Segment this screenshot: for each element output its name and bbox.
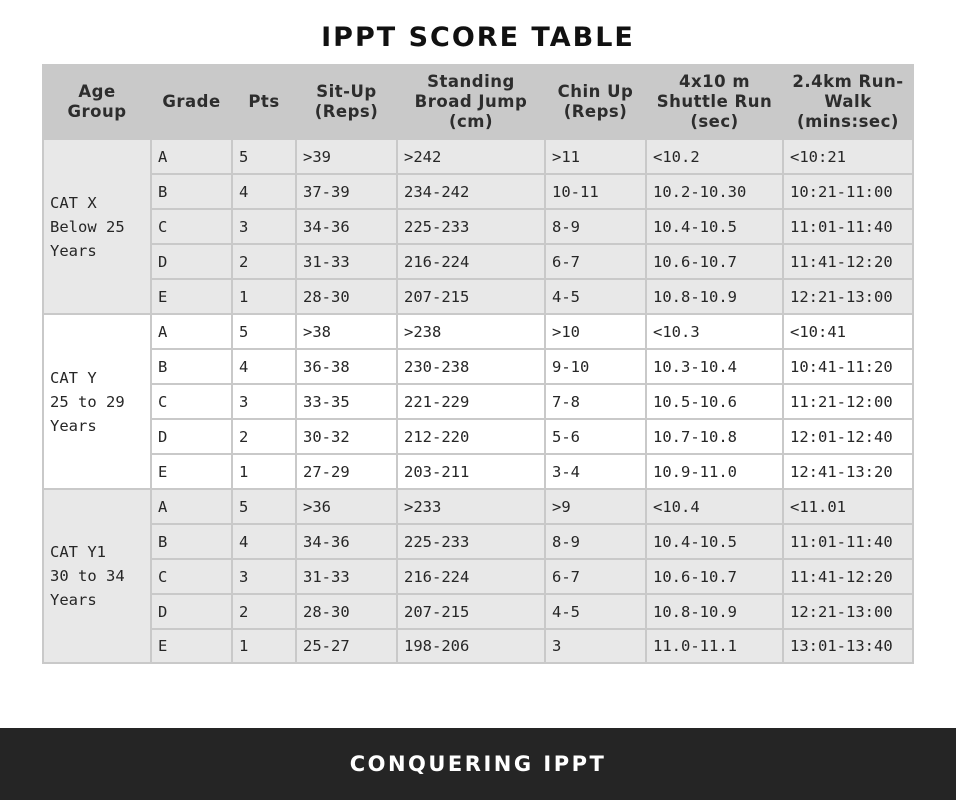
table-row <box>43 524 913 559</box>
table-row <box>43 629 913 663</box>
pts-cell: 2 <box>232 244 296 279</box>
jump-cell: 207-215 <box>397 594 545 629</box>
chin-cell: 4-5 <box>545 594 646 629</box>
jump-cell: 230-238 <box>397 349 545 384</box>
jump-cell: 221-229 <box>397 384 545 419</box>
pts-cell: 3 <box>232 384 296 419</box>
table-row <box>43 419 913 454</box>
jump-cell: 216-224 <box>397 244 545 279</box>
run-cell: 10:41-11:20 <box>783 349 913 384</box>
chin-cell: 7-8 <box>545 384 646 419</box>
chin-cell: 8-9 <box>545 524 646 559</box>
chin-cell: >9 <box>545 489 646 524</box>
pts-cell: 3 <box>232 209 296 244</box>
run-cell: 13:01-13:40 <box>783 629 913 663</box>
shuttle-cell: <10.2 <box>646 139 783 174</box>
pts-cell: 1 <box>232 279 296 314</box>
situp-cell: 37-39 <box>296 174 397 209</box>
shuttle-cell: 10.6-10.7 <box>646 559 783 594</box>
situp-cell: 28-30 <box>296 594 397 629</box>
shuttle-cell: 10.9-11.0 <box>646 454 783 489</box>
chin-cell: 10-11 <box>545 174 646 209</box>
chin-cell: 3 <box>545 629 646 663</box>
pts-cell: 5 <box>232 489 296 524</box>
situp-cell: 25-27 <box>296 629 397 663</box>
chin-cell: 5-6 <box>545 419 646 454</box>
run-cell: 11:21-12:00 <box>783 384 913 419</box>
chin-cell: 6-7 <box>545 559 646 594</box>
jump-cell: 234-242 <box>397 174 545 209</box>
run-cell: 12:21-13:00 <box>783 594 913 629</box>
pts-cell: 4 <box>232 349 296 384</box>
table-row <box>43 279 913 314</box>
pts-cell: 2 <box>232 594 296 629</box>
run-cell: 10:21-11:00 <box>783 174 913 209</box>
grade-cell: C <box>151 209 232 244</box>
run-cell: 11:41-12:20 <box>783 559 913 594</box>
run-cell: 12:01-12:40 <box>783 419 913 454</box>
jump-cell: 225-233 <box>397 524 545 559</box>
age-group-line: CAT Y <box>50 368 97 387</box>
run-cell: 12:41-13:20 <box>783 454 913 489</box>
situp-cell: 36-38 <box>296 349 397 384</box>
chin-cell: 3-4 <box>545 454 646 489</box>
age-group-line: Years <box>50 241 97 260</box>
situp-cell: 31-33 <box>296 244 397 279</box>
situp-cell: 31-33 <box>296 559 397 594</box>
age-group-line: Years <box>50 416 97 435</box>
footer-bar <box>0 728 956 800</box>
footer-title: CONQUERING IPPT <box>349 752 607 776</box>
table-row <box>43 489 913 524</box>
shuttle-cell: 10.5-10.6 <box>646 384 783 419</box>
jump-cell: 198-206 <box>397 629 545 663</box>
age-group-line: 30 to 34 <box>50 567 125 585</box>
situp-cell: >39 <box>296 139 397 174</box>
shuttle-cell: 10.4-10.5 <box>646 209 783 244</box>
situp-cell: 34-36 <box>296 209 397 244</box>
age-group-cell <box>43 139 151 314</box>
grade-cell: B <box>151 174 232 209</box>
grade-cell: E <box>151 629 232 663</box>
shuttle-cell: 10.8-10.9 <box>646 279 783 314</box>
shuttle-cell: 10.7-10.8 <box>646 419 783 454</box>
pts-cell: 2 <box>232 419 296 454</box>
shuttle-cell: <10.4 <box>646 489 783 524</box>
age-group-line: Below 25 <box>50 217 125 236</box>
jump-cell: 203-211 <box>397 454 545 489</box>
shuttle-cell: 10.4-10.5 <box>646 524 783 559</box>
table-row <box>43 384 913 419</box>
jump-cell: 225-233 <box>397 209 545 244</box>
chin-cell: 4-5 <box>545 279 646 314</box>
jump-cell: >238 <box>397 314 545 349</box>
table-row <box>43 139 913 174</box>
table-row <box>43 594 913 629</box>
header-grade: Grade <box>151 65 232 139</box>
situp-cell: >38 <box>296 314 397 349</box>
header-row <box>43 65 913 139</box>
run-cell: <10:21 <box>783 139 913 174</box>
situp-cell: 34-36 <box>296 524 397 559</box>
run-cell: 11:01-11:40 <box>783 209 913 244</box>
header-age-group: Age Group <box>43 65 151 139</box>
grade-cell: E <box>151 454 232 489</box>
shuttle-cell: 10.2-10.30 <box>646 174 783 209</box>
run-cell: <11.01 <box>783 489 913 524</box>
age-group-line: CAT X <box>50 193 97 212</box>
header-pts: Pts <box>232 65 296 139</box>
situp-cell: 27-29 <box>296 454 397 489</box>
table-row <box>43 349 913 384</box>
pts-cell: 5 <box>232 139 296 174</box>
age-group-line: Years <box>50 591 97 609</box>
situp-cell: 30-32 <box>296 419 397 454</box>
header-run-walk: 2.4km Run-Walk (mins:sec) <box>783 65 913 139</box>
run-cell: 11:01-11:40 <box>783 524 913 559</box>
grade-cell: C <box>151 559 232 594</box>
grade-cell: B <box>151 524 232 559</box>
jump-cell: >242 <box>397 139 545 174</box>
run-cell: 12:21-13:00 <box>783 279 913 314</box>
header-chin-up: Chin Up (Reps) <box>545 65 646 139</box>
chin-cell: 6-7 <box>545 244 646 279</box>
run-cell: <10:41 <box>783 314 913 349</box>
table-row <box>43 209 913 244</box>
header-broad-jump: Standing Broad Jump (cm) <box>397 65 545 139</box>
situp-cell: 28-30 <box>296 279 397 314</box>
table-row <box>43 314 913 349</box>
pts-cell: 5 <box>232 314 296 349</box>
pts-cell: 3 <box>232 559 296 594</box>
grade-cell: D <box>151 594 232 629</box>
header-situp: Sit-Up (Reps) <box>296 65 397 139</box>
grade-cell: B <box>151 349 232 384</box>
chin-cell: 9-10 <box>545 349 646 384</box>
chin-cell: >10 <box>545 314 646 349</box>
table-row <box>43 454 913 489</box>
grade-cell: A <box>151 489 232 524</box>
chin-cell: >11 <box>545 139 646 174</box>
page-title: IPPT SCORE TABLE <box>321 22 635 53</box>
jump-cell: 207-215 <box>397 279 545 314</box>
table-row <box>43 559 913 594</box>
age-group-line: CAT Y1 <box>50 543 106 561</box>
grade-cell: C <box>151 384 232 419</box>
pts-cell: 1 <box>232 629 296 663</box>
shuttle-cell: 10.6-10.7 <box>646 244 783 279</box>
run-cell: 11:41-12:20 <box>783 244 913 279</box>
shuttle-cell: 10.8-10.9 <box>646 594 783 629</box>
jump-cell: 216-224 <box>397 559 545 594</box>
jump-cell: 212-220 <box>397 419 545 454</box>
grade-cell: A <box>151 139 232 174</box>
jump-cell: >233 <box>397 489 545 524</box>
age-group-line: 25 to 29 <box>50 392 125 411</box>
table-row <box>43 174 913 209</box>
pts-cell: 4 <box>232 174 296 209</box>
grade-cell: E <box>151 279 232 314</box>
grade-cell: D <box>151 419 232 454</box>
header-shuttle-run: 4x10 m Shuttle Run (sec) <box>646 65 783 139</box>
table-row <box>43 244 913 279</box>
situp-cell: >36 <box>296 489 397 524</box>
grade-cell: D <box>151 244 232 279</box>
table-body <box>43 139 913 663</box>
shuttle-cell: <10.3 <box>646 314 783 349</box>
chin-cell: 8-9 <box>545 209 646 244</box>
grade-cell: A <box>151 314 232 349</box>
pts-cell: 1 <box>232 454 296 489</box>
age-group-cell <box>43 314 151 489</box>
age-group-cell <box>43 489 151 663</box>
shuttle-cell: 11.0-11.1 <box>646 629 783 663</box>
shuttle-cell: 10.3-10.4 <box>646 349 783 384</box>
pts-cell: 4 <box>232 524 296 559</box>
situp-cell: 33-35 <box>296 384 397 419</box>
ippt-score-table <box>42 64 914 664</box>
